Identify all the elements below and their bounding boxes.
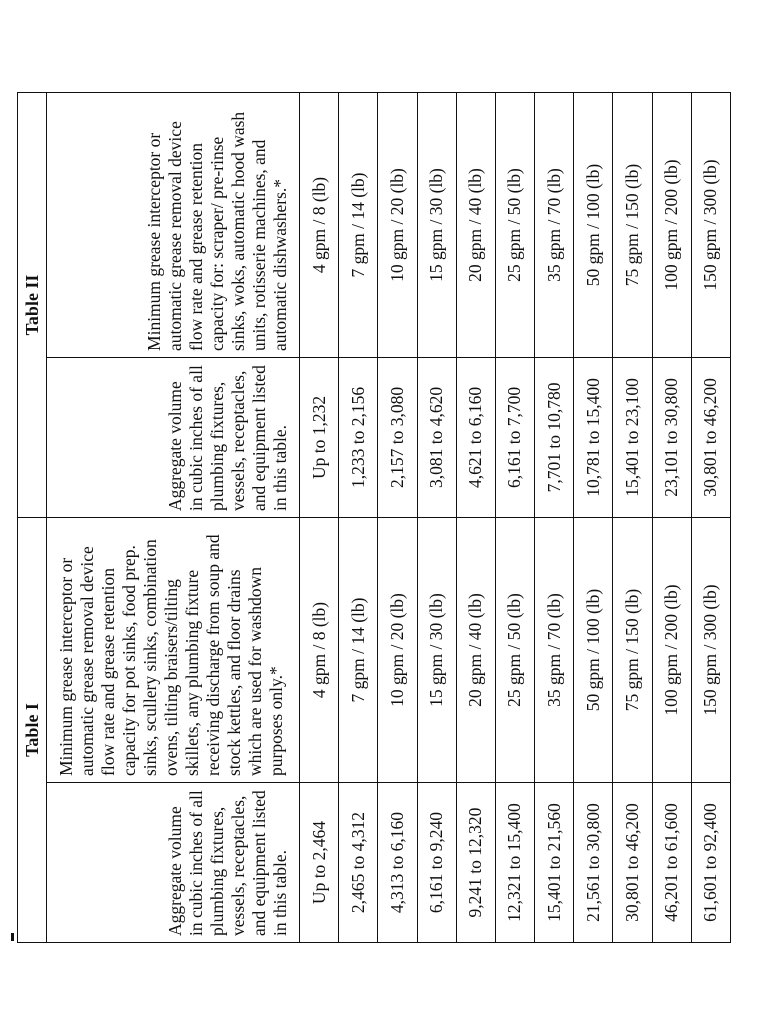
table1-capacity-cell: 150 gpm / 300 (lb)	[691, 517, 730, 782]
table2-volume-cell: 15,401 to 23,100	[613, 357, 652, 517]
table1-volume-cell: 6,161 to 9,240	[417, 783, 456, 943]
table1-volume-cell: 15,401 to 21,560	[535, 783, 574, 943]
table2-capacity-cell: 150 gpm / 300 (lb)	[691, 92, 730, 357]
table1-capacity-cell: 20 gpm / 40 (lb)	[456, 517, 495, 782]
table-row	[456, 92, 495, 942]
table1-title: Table I	[18, 517, 47, 942]
table2-title: Table II	[18, 92, 47, 517]
table2-capacity-cell: 15 gpm / 30 (lb)	[417, 92, 456, 357]
table2-volume-cell: 6,161 to 7,700	[495, 357, 534, 517]
rotated-document	[17, 93, 731, 943]
table2-capacity-cell: 35 gpm / 70 (lb)	[535, 92, 574, 357]
table2-volume-cell: 10,781 to 15,400	[574, 357, 613, 517]
table1-capacity-cell: 15 gpm / 30 (lb)	[417, 517, 456, 782]
table-row	[613, 92, 652, 942]
table-body	[300, 92, 731, 942]
table2-volume-cell: 2,157 to 3,080	[378, 357, 417, 517]
table1-capacity-cell: 4 gpm / 8 (lb)	[300, 517, 339, 782]
table-row	[574, 92, 613, 942]
table1-volume-cell: 9,241 to 12,320	[456, 783, 495, 943]
table1-volume-cell: 2,465 to 4,312	[339, 783, 378, 943]
table-row	[417, 92, 456, 942]
table1-volume-cell: 12,321 to 15,400	[495, 783, 534, 943]
table2-capacity-header: Minimum grease interceptor or automatic grease removal device flow rate and grease retention capacity for: scraper/ pre-rinse sinks, woks, automatic hood wash units, rotisserie machines, and automatic dishwashers.*	[47, 92, 300, 357]
table1-capacity-cell: 75 gpm / 150 (lb)	[613, 517, 652, 782]
table2-capacity-cell: 7 gpm / 14 (lb)	[339, 92, 378, 357]
table1-volume-cell: 61,601 to 92,400	[691, 783, 730, 943]
table1-capacity-cell: 50 gpm / 100 (lb)	[574, 517, 613, 782]
table2-volume-cell: 30,801 to 46,200	[691, 357, 730, 517]
table1-capacity-header: Minimum grease interceptor or automatic grease removal device flow rate and grease retention capacity for pot sinks, food prep. sinks, scullery sinks, combination ovens, tilting braisers/tilting skillets, any plumbing fixture receiving discharge from soup and stock kettles, and floor drains which are used for washdown purposes only.*	[47, 517, 300, 782]
table1-capacity-cell: 25 gpm / 50 (lb)	[495, 517, 534, 782]
table-row	[691, 92, 730, 942]
table1-volume-cell: 46,201 to 61,600	[652, 783, 691, 943]
table2-volume-cell: 1,233 to 2,156	[339, 357, 378, 517]
table-row	[378, 92, 417, 942]
table1-capacity-cell: 10 gpm / 20 (lb)	[378, 517, 417, 782]
table1-volume-cell: 4,313 to 6,160	[378, 783, 417, 943]
table2-volume-cell: 3,081 to 4,620	[417, 357, 456, 517]
table-row	[339, 92, 378, 942]
table2-capacity-cell: 20 gpm / 40 (lb)	[456, 92, 495, 357]
table2-volume-cell: 23,101 to 30,800	[652, 357, 691, 517]
table1-volume-cell: Up to 2,464	[300, 783, 339, 943]
table2-volume-cell: Up to 1,232	[300, 357, 339, 517]
table1-capacity-cell: 7 gpm / 14 (lb)	[339, 517, 378, 782]
grease-interceptor-table	[17, 92, 731, 943]
table2-capacity-cell: 100 gpm / 200 (lb)	[652, 92, 691, 357]
table2-volume-cell: 4,621 to 6,160	[456, 357, 495, 517]
margin-mark	[11, 933, 14, 941]
table-row	[652, 92, 691, 942]
table1-capacity-cell: 35 gpm / 70 (lb)	[535, 517, 574, 782]
table2-capacity-cell: 75 gpm / 150 (lb)	[613, 92, 652, 357]
table1-volume-cell: 21,561 to 30,800	[574, 783, 613, 943]
table-row	[535, 92, 574, 942]
table1-capacity-cell: 100 gpm / 200 (lb)	[652, 517, 691, 782]
table1-volume-cell: 30,801 to 46,200	[613, 783, 652, 943]
table2-volume-cell: 7,701 to 10,780	[535, 357, 574, 517]
table-row	[300, 92, 339, 942]
table2-volume-header: Aggregate volume in cubic inches of all plumbing fixtures, vessels, receptacles, and equipment listed in this table.	[47, 357, 300, 517]
table2-capacity-cell: 25 gpm / 50 (lb)	[495, 92, 534, 357]
section-title-row	[18, 92, 47, 942]
table1-volume-header: Aggregate volume in cubic inches of all plumbing fixtures, vessels, receptacles, and equipment listed in this table.	[47, 783, 300, 943]
column-header-row	[47, 92, 300, 942]
table-row	[495, 92, 534, 942]
table2-capacity-cell: 4 gpm / 8 (lb)	[300, 92, 339, 357]
table2-capacity-cell: 10 gpm / 20 (lb)	[378, 92, 417, 357]
table2-capacity-cell: 50 gpm / 100 (lb)	[574, 92, 613, 357]
